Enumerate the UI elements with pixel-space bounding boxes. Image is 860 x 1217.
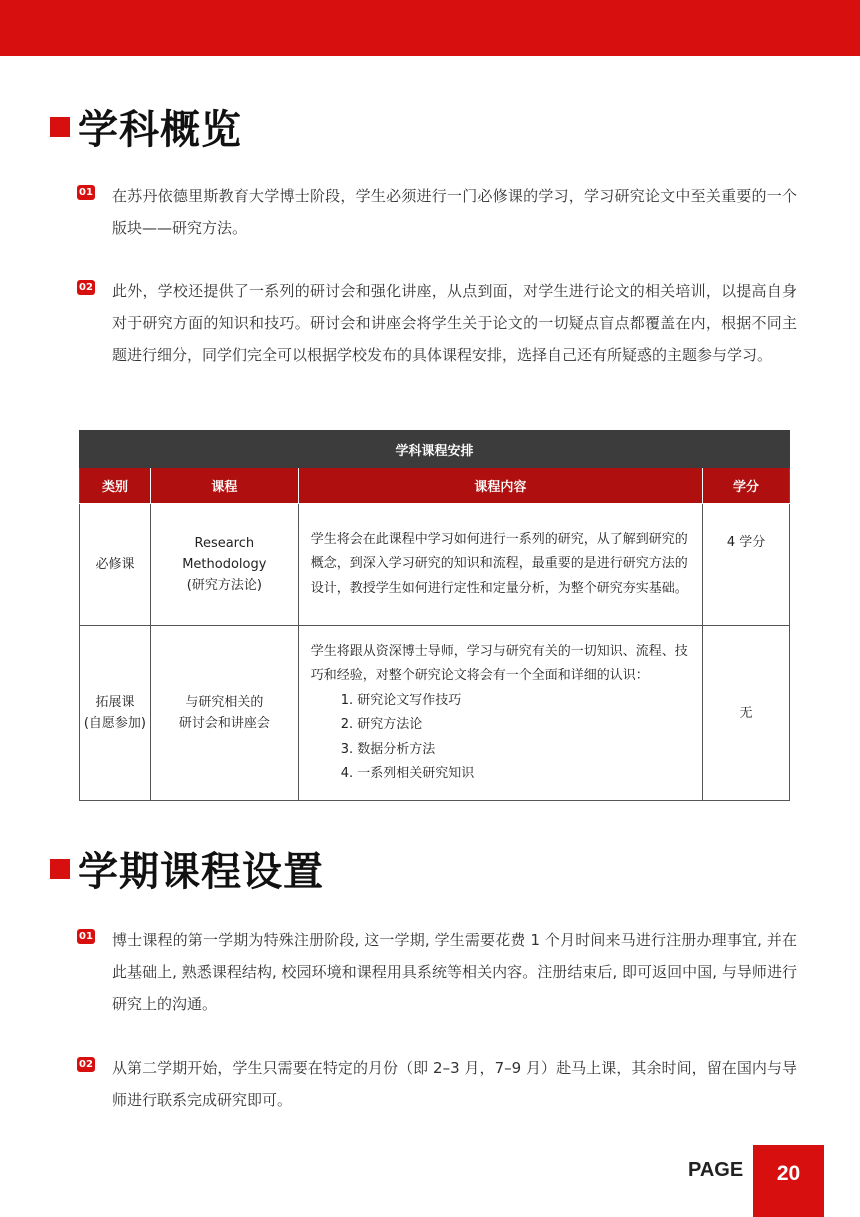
list-item: 3. 数据分析方法 [340, 741, 436, 757]
cell-course: 与研究相关的 研讨会和讲座会 [150, 626, 298, 801]
cell-credit: 4 学分 [703, 504, 790, 626]
heading-marker [50, 859, 70, 879]
cell-content: 学生将会在此课程中学习如何进行一系列的研究，从了解到研究的概念，到深入学习研究的知识和流程，最重要的是进行研究方法的设计，教授学生如何进行定性和定量分析，为整个研究夯实基础。 [298, 504, 702, 626]
section-title: 学科概览 [78, 107, 242, 153]
semester-paragraph-1 [77, 924, 797, 1020]
paragraph-text: 此外，学校还提供了一系列的研讨会和强化讲座，从点到面，对学生进行论文的相关培训，以提高自身对于研究方面的知识和技巧。研讨会和讲座会将学生关于论文的一切疑点盲点都覆盖在内，根据不同主题进行细分，同学们完全可以根据学校发布的具体课程安排，选择自己还有所疑惑的主题参与学习。 [112, 282, 797, 364]
cell-course: Research Methodology (研究方法论) [150, 504, 298, 626]
paragraph-number-badge: 02 [77, 1057, 95, 1072]
table-row [80, 626, 790, 801]
section-heading-overview [50, 98, 242, 155]
list-item: 4. 一系列相关研究知识 [340, 766, 475, 781]
cell-category: 拓展课 (自愿参加) [80, 626, 151, 801]
paragraph-text: 从第二学期开始，学生只需要在特定的月份（即 2–3 月，7–9 月）赴马上课，其余时间，留在国内与导师进行联系完成研究即可。 [112, 1059, 797, 1109]
paragraph-text: 博士课程的第一学期为特殊注册阶段, 这一学期, 学生需要花费 1 个月时间来马进行注册办理事宜, 并在此基础上, 熟悉课程结构, 校园环境和课程用具系统等相关内容。注册结束后, 即可返回中国, 与导师进行研究上的沟通。 [112, 931, 797, 1013]
paragraph-number-badge: 01 [77, 929, 95, 944]
header-category: 类别 [80, 468, 151, 504]
semester-paragraph-2 [77, 1052, 797, 1116]
course-schedule-table [79, 430, 790, 801]
section-title: 学期课程设置 [78, 849, 324, 895]
table-row [80, 504, 790, 626]
paragraph-number-badge: 02 [77, 280, 95, 295]
page-label: PAGE [688, 1159, 744, 1181]
top-banner [0, 0, 860, 56]
cell-category: 必修课 [80, 504, 151, 626]
paragraph-number-badge: 01 [77, 185, 95, 200]
table-caption: 学科课程安排 [80, 431, 790, 468]
header-credit: 学分 [703, 468, 790, 504]
heading-marker [50, 117, 70, 137]
page-number: 20 [753, 1145, 824, 1217]
overview-paragraph-1 [77, 180, 797, 244]
header-course: 课程 [150, 468, 298, 504]
paragraph-text: 在苏丹依德里斯教育大学博士阶段，学生必须进行一门必修课的学习，学习研究论文中至关重要的一个版块——研究方法。 [112, 187, 797, 237]
overview-paragraph-2 [77, 275, 797, 371]
header-content: 课程内容 [298, 468, 702, 504]
list-item: 2. 研究方法论 [340, 717, 423, 732]
section-heading-semester [50, 840, 324, 897]
list-item: 1. 研究论文写作技巧 [340, 692, 462, 708]
topic-list [311, 689, 690, 787]
cell-content: 学生将跟从资深博士导师，学习与研究有关的一切知识、流程、技巧和经验，对整个研究论文将会有一个全面和详细的认识： 1. 研究论文写作技巧 2. 研究方法论 3. 数据分析方法 4. 一系列相关研究知识 [298, 626, 702, 801]
cell-credit: 无 [703, 626, 790, 801]
